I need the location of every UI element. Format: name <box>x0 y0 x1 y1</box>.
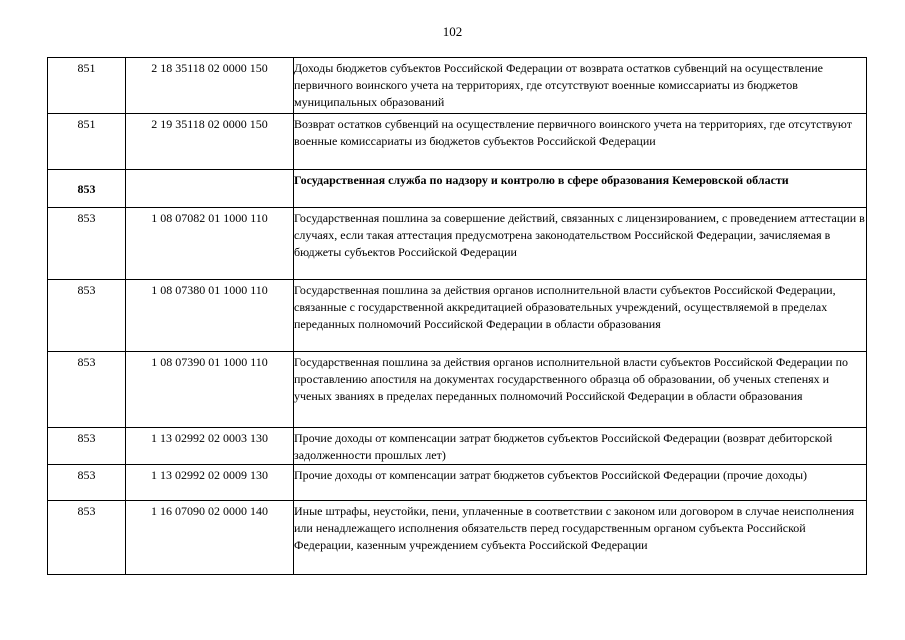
revenue-name-cell: Доходы бюджетов субъектов Российской Федерации от возврата остатков субвенций на осуществление первичного воинского учета на территориях, где отсутствуют военные комиссариаты из бюджетов муниципальных образований <box>294 58 867 114</box>
revenue-name-cell: Государственная служба по надзору и контролю в сфере образования Кемеровской области <box>294 170 867 208</box>
admin-code-cell: 853 <box>48 170 126 208</box>
table-row <box>48 208 867 280</box>
revenue-name-cell: Прочие доходы от компенсации затрат бюджетов субъектов Российской Федерации (прочие доходы) <box>294 465 867 501</box>
budget-code-cell: 1 08 07380 01 1000 110 <box>126 280 294 352</box>
table-row-section-header <box>48 170 867 208</box>
page-number: 102 <box>442 24 463 39</box>
admin-code-cell: 853 <box>48 501 126 575</box>
revenue-name-cell: Государственная пошлина за совершение действий, связанных с лицензированием, с проведением аттестации в случаях, если такая аттестация предусмотрена законодательством Российской Федерации, зачисляемая в бюджеты субъектов Российской Федерации <box>294 208 867 280</box>
revenue-codes-table <box>47 57 867 575</box>
budget-code-cell <box>126 170 294 208</box>
table-row <box>48 428 867 465</box>
admin-code-cell: 853 <box>48 465 126 501</box>
admin-code-cell: 851 <box>48 58 126 114</box>
revenue-name-cell: Возврат остатков субвенций на осуществление первичного воинского учета на территориях, где отсутствуют военные комиссариаты из бюджетов субъектов Российской Федерации <box>294 114 867 170</box>
budget-code-cell: 1 08 07390 01 1000 110 <box>126 352 294 428</box>
table-row <box>48 58 867 114</box>
table-row <box>48 352 867 428</box>
budget-code-cell: 2 19 35118 02 0000 150 <box>126 114 294 170</box>
budget-code-cell: 1 16 07090 02 0000 140 <box>126 501 294 575</box>
admin-code-cell: 853 <box>48 208 126 280</box>
admin-code-cell: 853 <box>48 428 126 465</box>
revenue-name-cell: Государственная пошлина за действия органов исполнительной власти субъектов Российской Федерации, связанные с государственной аккредитацией образовательных учреждений, осуществляемой в пределах переданных полномочий Российской Федерации в области образования <box>294 280 867 352</box>
budget-code-cell: 1 13 02992 02 0003 130 <box>126 428 294 465</box>
revenue-name-cell: Прочие доходы от компенсации затрат бюджетов субъектов Российской Федерации (возврат дебиторской задолженности прошлых лет) <box>294 428 867 465</box>
admin-code-cell: 853 <box>48 280 126 352</box>
admin-code-cell: 853 <box>48 352 126 428</box>
admin-code-cell: 851 <box>48 114 126 170</box>
table-row <box>48 465 867 501</box>
revenue-name-cell: Государственная пошлина за действия органов исполнительной власти субъектов Российской Федерации по проставлению апостиля на документах государственного образца об образовании, об ученых степенях и ученых званиях в пределах переданных полномочий Российской Федерации в области образования <box>294 352 867 428</box>
table-row <box>48 114 867 170</box>
budget-code-cell: 1 08 07082 01 1000 110 <box>126 208 294 280</box>
table-row <box>48 280 867 352</box>
table-row <box>48 501 867 575</box>
budget-code-cell: 2 18 35118 02 0000 150 <box>126 58 294 114</box>
revenue-name-cell: Иные штрафы, неустойки, пени, уплаченные в соответствии с законом или договором в случае неисполнения или ненадлежащего исполнения обязательств перед государственным органом субъекта Российской Федерации, казенным учреждением субъекта Российской Федерации <box>294 501 867 575</box>
budget-code-cell: 1 13 02992 02 0009 130 <box>126 465 294 501</box>
